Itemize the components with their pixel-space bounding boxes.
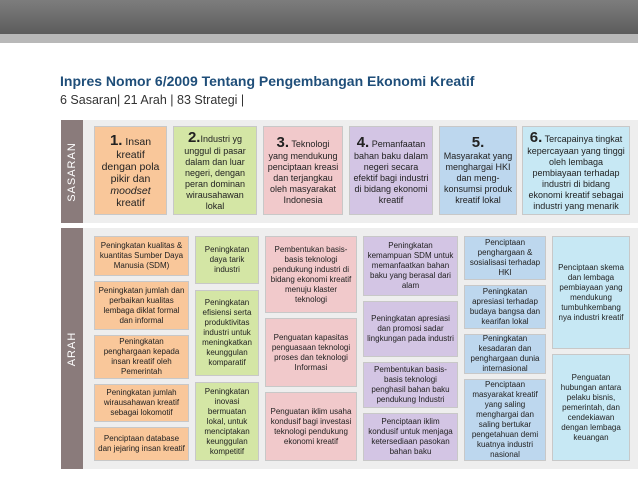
sasaran-5 bbox=[439, 126, 517, 215]
sasaran-2-num: 2. bbox=[187, 128, 201, 146]
arah-2-3: Peningkatan inovasi bermuatan lokal, untuk menciptakan keunggulan kompetitif bbox=[195, 382, 259, 461]
sasaran-2 bbox=[173, 126, 257, 215]
arah-5-2: Peningkatan apresiasi terhadap budaya bangsa dan kearifan lokal bbox=[464, 285, 546, 329]
sasaran-5-text: Masyarakat yang menghargai HKI dan meng-konsumsi produk kreatif lokal bbox=[443, 151, 513, 205]
arah-1-5: Penciptaan database dan jejaring insan kreatif bbox=[94, 427, 189, 461]
sasaran-6-text: kepercayaan yang tinggi oleh lembaga pembiayaan terhadap industri di bidang ekonomi kreatif sebagai industri yang menarik bbox=[527, 145, 625, 211]
arah-4-3: Pembentukan basis-basis teknologi penghasil bahan baku pendukung Industri bbox=[363, 362, 458, 408]
arah-6-1: Penciptaan skema dan lembaga pembiayaan yang mendukung tumbuhkembang nya industri kreatif bbox=[552, 236, 630, 349]
arah-4-1: Peningkatan kemampuan SDM untuk memanfaatkan bahan baku yang berasal dari alam bbox=[363, 236, 458, 296]
sasaran-1 bbox=[94, 126, 167, 215]
sasaran-2-lead: Industri yg bbox=[200, 133, 243, 144]
sasaran-4-text: bahan baku dalam negeri secara efektif bagi industri di bidang ekonomi kreatif bbox=[353, 151, 429, 205]
sasaran-3 bbox=[263, 126, 343, 215]
sasaran-5-num: 5. bbox=[471, 134, 485, 151]
sasaran-1-num: 1. bbox=[109, 131, 123, 149]
sasaran-1-tail: kreatif bbox=[116, 196, 145, 209]
sasaran-6-lead: Tercapainya tingkat bbox=[544, 133, 623, 144]
arah-1-2: Peningkatan jumlah dan perbaikan kualitas lembaga diklat formal dan informal bbox=[94, 281, 189, 330]
arah-1-1: Peningkatan kualitas & kuantitas Sumber Daya Manusia (SDM) bbox=[94, 236, 189, 276]
sasaran-1-lead: Insan bbox=[125, 135, 152, 148]
arah-5-1: Penciptaan penghargaan & sosialisasi terhadap HKI bbox=[464, 236, 546, 280]
sasaran-1-em: moodset bbox=[110, 184, 151, 197]
sasaran-4 bbox=[349, 126, 433, 215]
page-title: Inpres Nomor 6/2009 Tentang Pengembangan Ekonomi Kreatif bbox=[60, 73, 475, 89]
sasaran-3-num: 3. bbox=[276, 134, 290, 151]
arah-2-1: Peningkatan daya tarik industri bbox=[195, 236, 259, 284]
page-subtitle: 6 Sasaran| 21 Arah | 83 Strategi | bbox=[60, 93, 245, 107]
sasaran-4-num: 4. bbox=[356, 134, 370, 151]
sasaran-label: SASARAN bbox=[66, 141, 78, 202]
arah-3-3: Penguatan iklim usaha kondusif bagi investasi teknologi pendukung ekonomi kreatif bbox=[265, 392, 357, 461]
sasaran-4-lead: Pemanfaatan bbox=[371, 139, 426, 149]
arah-tab bbox=[61, 228, 83, 469]
arah-5-3: Peningkatan kesadaran dan penghargaan dunia internasional bbox=[464, 334, 546, 374]
arah-1-4: Peningkatan jumlah wirausahawan kreatif sebagai lokomotif bbox=[94, 384, 189, 422]
arah-4-2: Peningkatan apresiasi dan promosi sadar lingkungan pada industri bbox=[363, 301, 458, 357]
sasaran-1-text: kreatif dengan pola pikir dan bbox=[101, 148, 160, 185]
arah-1-3: Peningkatan penghargaan kepada insan kreatif oleh Pemerintah bbox=[94, 335, 189, 379]
sasaran-3-lead: Teknologi bbox=[291, 139, 330, 149]
sasaran-6 bbox=[522, 126, 630, 215]
sasaran-tab bbox=[61, 120, 83, 223]
arah-3-1: Pembentukan basis-basis teknologi pendukung industri di bidang ekonomi kreatif menuju klaster teknologi bbox=[265, 236, 357, 313]
sasaran-2-text: unggul di pasar dalam dan luar negeri, dengan peran dominan wirausahawan lokal bbox=[184, 145, 246, 211]
arah-4-4: Penciptaan iklim kondusif untuk menjaga ketersediaan pasokan bahan baku bbox=[363, 413, 458, 461]
arah-5-4: Penciptaan masyarakat kreatif yang saling menghargai dan saling bertukar pengetahuan demi kuatnya industri nasional bbox=[464, 379, 546, 461]
sasaran-3-text: yang mendukung penciptaan kreasi dan terjangkau oleh masyarakat Indonesia bbox=[267, 151, 339, 205]
arah-label: ARAH bbox=[66, 331, 78, 366]
arah-2-2: Peningkatan efisiensi serta produktivitas industri untuk meningkatkan keunggulan komparatif bbox=[195, 290, 259, 376]
header-bar bbox=[0, 0, 638, 34]
header-subbar bbox=[0, 34, 638, 43]
sasaran-6-num: 6. bbox=[529, 128, 543, 146]
arah-6-2: Penguatan hubungan antara pelaku bisnis, pemerintah, dan cendekiawan dengan lembaga keuangan bbox=[552, 354, 630, 461]
arah-3-2: Penguatan kapasitas penguasaan teknologi proses dan teknologi Informasi bbox=[265, 318, 357, 387]
